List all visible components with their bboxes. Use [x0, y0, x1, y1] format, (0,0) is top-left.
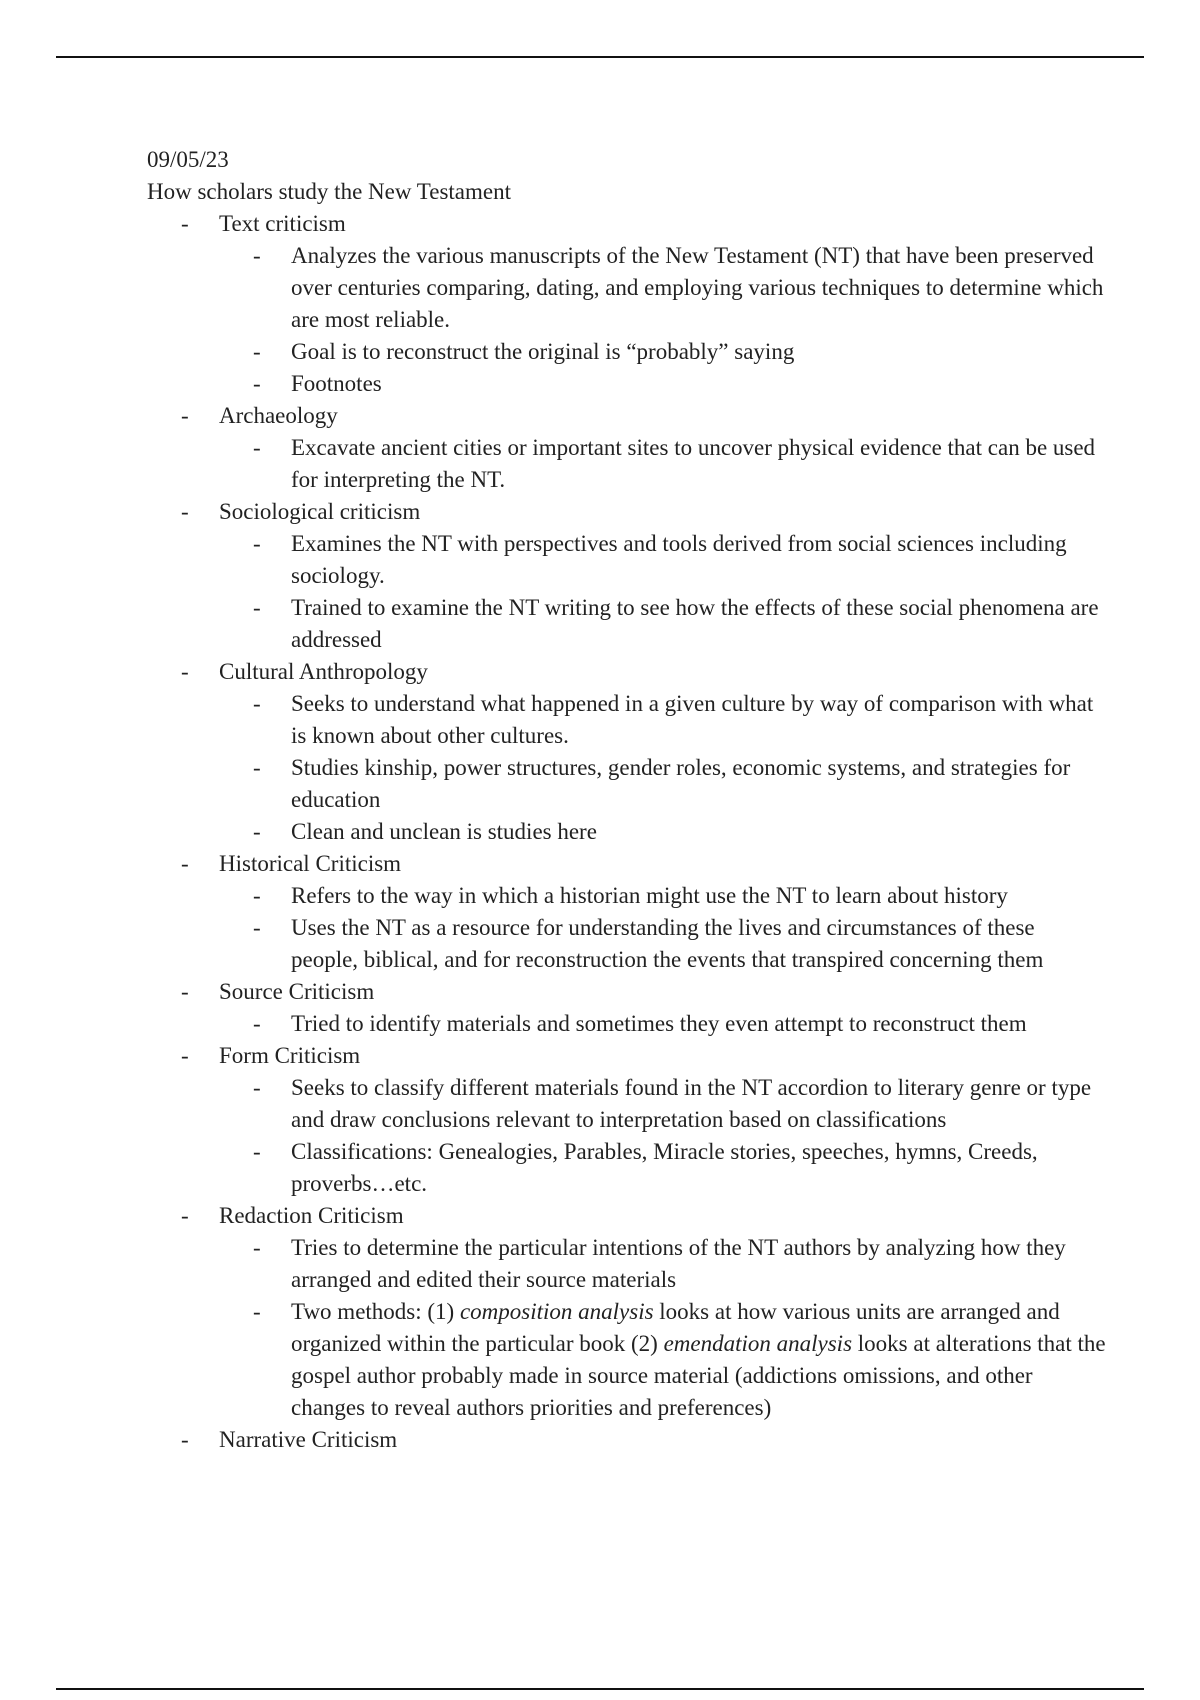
bullet-dash: - — [181, 403, 189, 428]
item-segment: Two methods: (1) — [291, 1299, 460, 1324]
item-segment: Clean and unclean is studies here — [291, 819, 597, 844]
bullet-dash: - — [253, 371, 261, 396]
outline-section — [147, 400, 1107, 496]
item-text — [291, 1299, 1106, 1420]
outline-item — [219, 1136, 1107, 1200]
section-title: Redaction Criticism — [219, 1203, 404, 1228]
sub-list — [219, 688, 1107, 848]
item-text — [291, 243, 1103, 332]
bullet-dash: - — [253, 1139, 261, 1164]
section-title: Text criticism — [219, 211, 346, 236]
item-text — [291, 819, 597, 844]
outline-item — [219, 816, 1107, 848]
item-segment: Examines the NT with perspectives and tools derived from social sciences including sociology. — [291, 531, 1067, 588]
bullet-dash: - — [181, 979, 189, 1004]
bullet-dash: - — [253, 339, 261, 364]
item-segment: Uses the NT as a resource for understanding the lives and circumstances of these people, biblical, and for reconstruction the events that transpired concerning them — [291, 915, 1044, 972]
sub-list — [219, 432, 1107, 496]
outline-section — [147, 496, 1107, 656]
sub-list — [219, 880, 1107, 976]
sub-list — [219, 1232, 1107, 1424]
item-segment: Seeks to understand what happened in a given culture by way of comparison with what is known about other cultures. — [291, 691, 1094, 748]
item-segment: Trained to examine the NT writing to see how the effects of these social phenomena are addressed — [291, 595, 1099, 652]
sub-list — [219, 240, 1107, 400]
sub-list — [219, 528, 1107, 656]
bullet-dash: - — [253, 595, 261, 620]
item-text — [291, 595, 1099, 652]
item-text — [291, 755, 1070, 812]
bullet-dash: - — [181, 499, 189, 524]
bullet-dash: - — [181, 659, 189, 684]
item-segment: looks at how various units are arranged and organized within the particular book (2) — [291, 1299, 1060, 1356]
bullet-dash: - — [253, 1011, 261, 1036]
item-segment: looks at alterations that the gospel author probably made in source material (addictions omissions, and other changes to reveal authors priorities and preferences) — [291, 1331, 1106, 1420]
item-segment: Studies kinship, power structures, gender roles, economic systems, and strategies for education — [291, 755, 1071, 812]
outline-item — [219, 688, 1107, 752]
bullet-dash: - — [181, 1427, 189, 1452]
bottom-rule — [56, 1688, 1144, 1690]
sub-list — [219, 1008, 1107, 1040]
section-title: Sociological criticism — [219, 499, 421, 524]
section-title: Cultural Anthropology — [219, 659, 428, 684]
section-title: Historical Criticism — [219, 851, 402, 876]
outline-item — [219, 432, 1107, 496]
outline-item — [219, 336, 1107, 368]
bullet-dash: - — [181, 1203, 189, 1228]
bullet-dash: - — [253, 243, 261, 268]
item-text — [291, 915, 1043, 972]
item-emphasis: emendation analysis — [663, 1331, 853, 1356]
bullet-dash: - — [253, 691, 261, 716]
outline-item — [219, 368, 1107, 400]
item-segment: Footnotes — [291, 371, 382, 396]
section-title: Archaeology — [219, 403, 338, 428]
outline-section — [147, 208, 1107, 400]
item-text — [291, 339, 794, 364]
item-text — [291, 1139, 1038, 1196]
section-title: Form Criticism — [219, 1043, 361, 1068]
outline-item — [219, 1008, 1107, 1040]
outline-section — [147, 656, 1107, 848]
item-segment: Refers to the way in which a historian might use the NT to learn about history — [291, 883, 1008, 908]
bullet-dash: - — [253, 883, 261, 908]
bullet-dash: - — [181, 851, 189, 876]
outline-item — [219, 1072, 1107, 1136]
item-text — [291, 691, 1093, 748]
item-segment: Seeks to classify different materials found in the NT accordion to literary genre or type and draw conclusions relevant to interpretation based on classifications — [291, 1075, 1092, 1132]
item-emphasis: composition analysis — [459, 1299, 654, 1324]
item-segment: Classifications: Genealogies, Parables, Miracle stories, speeches, hymns, Creeds, proverbs…etc. — [291, 1139, 1038, 1196]
bullet-dash: - — [253, 435, 261, 460]
bullet-dash: - — [253, 915, 261, 940]
outline-item — [219, 880, 1107, 912]
section-title: Narrative Criticism — [219, 1427, 398, 1452]
bullet-dash: - — [253, 1299, 261, 1324]
item-text — [291, 1011, 1027, 1036]
outline-item — [219, 912, 1107, 976]
note-heading: How scholars study the New Testament — [147, 179, 511, 204]
bullet-dash: - — [253, 531, 261, 556]
outline-item — [219, 240, 1107, 336]
item-text — [291, 531, 1067, 588]
outline-item — [219, 1296, 1107, 1424]
sub-list — [219, 1072, 1107, 1200]
item-text — [291, 883, 1008, 908]
outline-item — [219, 592, 1107, 656]
bullet-dash: - — [253, 819, 261, 844]
notes-body — [147, 144, 1107, 1456]
bullet-dash: - — [253, 1235, 261, 1260]
outline-section — [147, 1040, 1107, 1200]
outline-section — [147, 848, 1107, 976]
bullet-dash: - — [181, 211, 189, 236]
item-text — [291, 435, 1095, 492]
section-title: Source Criticism — [219, 979, 375, 1004]
note-date: 09/05/23 — [147, 147, 229, 172]
outline-section — [147, 1200, 1107, 1424]
top-rule — [56, 56, 1144, 58]
outline-item — [219, 752, 1107, 816]
bullet-dash: - — [253, 755, 261, 780]
bullet-dash: - — [253, 1075, 261, 1100]
item-text — [291, 371, 382, 396]
bullet-dash: - — [181, 1043, 189, 1068]
item-segment: Tries to determine the particular intentions of the NT authors by analyzing how they arranged and edited their source materials — [291, 1235, 1066, 1292]
item-text — [291, 1235, 1066, 1292]
item-segment: Tried to identify materials and sometimes they even attempt to reconstruct them — [291, 1011, 1027, 1036]
item-segment: Excavate ancient cities or important sites to uncover physical evidence that can be used for interpreting the NT. — [291, 435, 1096, 492]
outline-item — [219, 528, 1107, 592]
outline-section — [147, 1424, 1107, 1456]
item-text — [291, 1075, 1091, 1132]
outline-item — [219, 1232, 1107, 1296]
section-list — [147, 208, 1107, 1456]
item-segment: Goal is to reconstruct the original is “probably” saying — [291, 339, 795, 364]
item-segment: Analyzes the various manuscripts of the New Testament (NT) that have been preserved over centuries comparing, dating, and employing various techniques to determine which are most reliable. — [291, 243, 1104, 332]
outline-section — [147, 976, 1107, 1040]
